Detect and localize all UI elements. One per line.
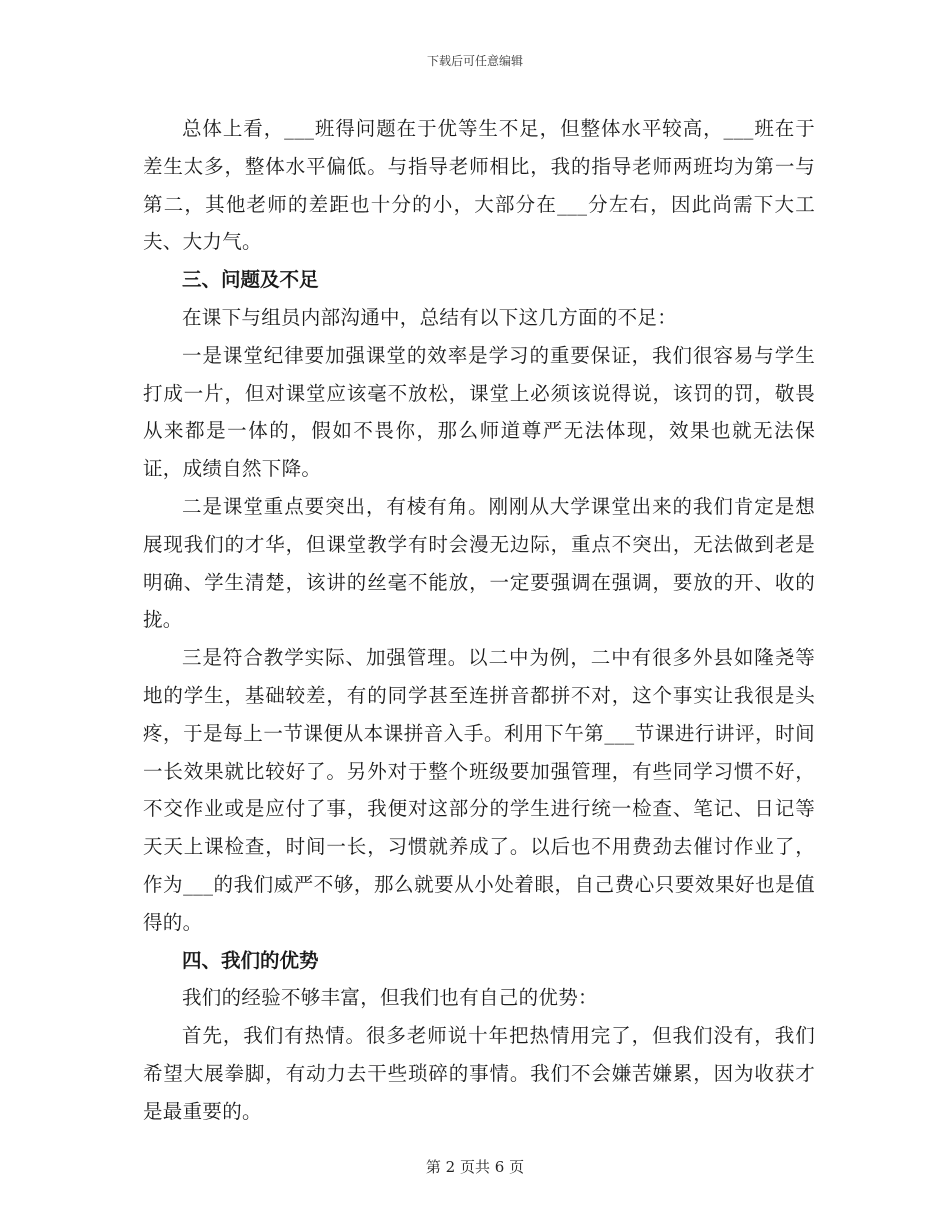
paragraph-problems-intro: 在课下与组员内部沟通中，总结有以下这几方面的不足： (182, 305, 678, 329)
paragraph-problem-two: 二是课堂重点要突出，有棱有角。刚刚从大学课堂出来的我们肯定是想展现我们的才华，但课堂教学有时会漫无边际，重点不突出，无法做到老是明确、学生清楚，该讲的丝毫不能放，一定要强调在强调，要放的开、收的拢。 (143, 494, 815, 632)
page-header: 下载后可任意编辑 (426, 54, 523, 68)
paragraph-problem-one: 一是课堂纪律要加强课堂的效率是学习的重要保证，我们很容易与学生打成一片，但对课堂应该毫不放松，课堂上必须该说得说，该罚的罚，敬畏从来都是一体的，假如不畏你，那么师道尊严无法体现，效果也就无法保证，成绩自然下降。 (143, 343, 815, 481)
paragraph-summary: 总体上看，___班得问题在于优等生不足，但整体水平较高，___班在于差生太多，整体水平偏低。与指导老师相比，我的指导老师两班均为第一与第二，其他老师的差距也十分的小，大部分在___分左右，因此尚需下大工夫、大力气。 (143, 117, 815, 254)
page-footer: 第 2 页共 6 页 (425, 1158, 525, 1176)
paragraph-advantages-intro: 我们的经验不够丰富，但我们也有自己的优势： (182, 986, 598, 1010)
section-heading-advantages: 四、我们的优势 (182, 948, 319, 972)
paragraph-problem-three: 三是符合教学实际、加强管理。以二中为例，二中有很多外县如隆尧等地的学生，基础较差，有的同学甚至连拼音都拼不对，这个事实让我很是头疼，于是每上一节课便从本课拼音入手。利用下午第___节课进行讲评，时间一长效果就比较好了。另外对于整个班级要加强管理，有些同学习惯不好，不交作业或是应付了事，我便对这部分的学生进行统一检查、笔记、日记等天天上课检查，时间一长，习惯就养成了。以后也不用费劲去催讨作业了，作为___的我们威严不够，那么就要从小处着眼，自己费心只要效果好也是值得的。 (143, 646, 815, 934)
section-heading-problems: 三、问题及不足 (182, 268, 319, 292)
paragraph-advantage-first: 首先，我们有热情。很多老师说十年把热情用完了，但我们没有，我们希望大展拳脚，有动力去干些琐碎的事情。我们不会嫌苦嫌累，因为收获才是最重要的。 (143, 1024, 815, 1123)
document-body (143, 110, 815, 1131)
